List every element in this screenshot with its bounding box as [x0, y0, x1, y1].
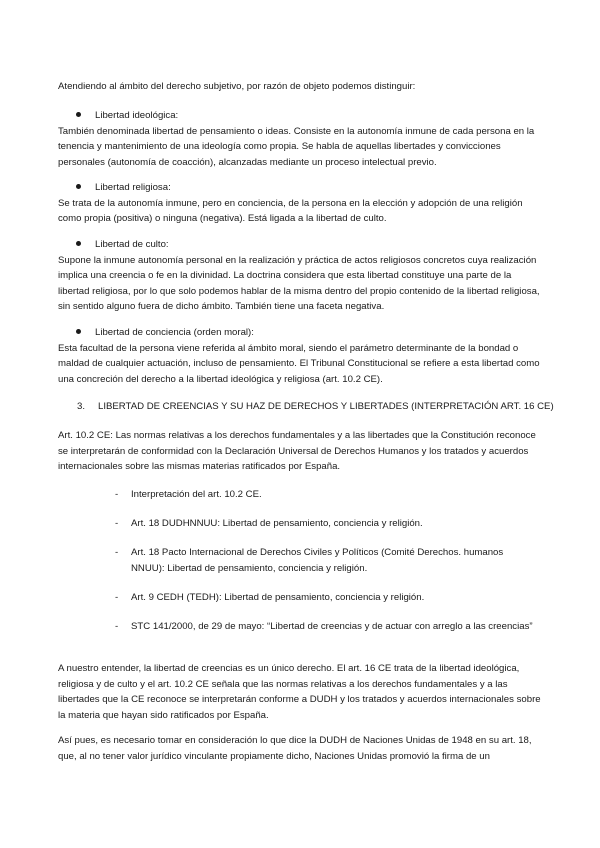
item-conciencia [58, 325, 542, 387]
dash-list-item [115, 487, 535, 503]
dash-list-item [115, 590, 535, 606]
final-paragraph: Así pues, es necesario tomar en consideración lo que dice la DUDH de Naciones Unidas de 1948 en su art. 18, que, al no tener valor jurídico vinculante propiamente dicho, Naciones Unidas promovió la firma de un [58, 735, 532, 762]
item-text: Esta facultad de la persona viene referida al ámbito moral, siendo el parámetro determinante de la bondad o maldad de cualquier actuación, incluso de pensamiento. El Tribunal Constitucional se refiere a esta libertad como una concreción del derecho a la libertad ideológica y religiosa (art. 10.2 CE). [58, 342, 540, 385]
dash-marker: - [115, 621, 119, 632]
bullet-item [58, 325, 542, 341]
dash-item-text: Art. 9 CEDH (TEDH): Libertad de pensamiento, conciencia y religión. [131, 592, 425, 603]
dash-list-item [115, 619, 535, 635]
bullet-dot-icon [76, 241, 81, 246]
dash-item-text: Interpretación del art. 10.2 CE. [131, 489, 262, 500]
dash-marker: - [115, 489, 119, 500]
bullet-dot-icon [76, 329, 81, 334]
dash-item-text: STC 141/2000, de 29 de mayo: “Libertad de creencias y de actuar con arreglo a las creencias” [131, 621, 533, 632]
item-text: También denominada libertad de pensamiento o ideas. Consiste en la autonomía inmune de cada persona en la tenencia y mantenimiento de una ideología como propia. Se habla de aquellas libertades y convicciones personales (autonomía de coacción), alcanzadas mediante un proceso intelectual previo. [58, 125, 535, 168]
dash-list-item [115, 516, 535, 532]
intro-text: Atendiendo al ámbito del derecho subjetivo, por razón de objeto podemos distinguir: [58, 81, 416, 92]
item-text: Se trata de la autonomía inmune, pero en conciencia, de la persona en la elección y adopción de una religión como propia (positiva) o ninguna (negativa). Está ligada a la libertad de culto. [58, 197, 523, 225]
section-heading [77, 401, 554, 412]
item-culto [58, 237, 542, 315]
dash-marker: - [115, 547, 119, 558]
item-religiosa [58, 180, 542, 227]
dash-marker: - [115, 518, 119, 529]
dash-item-text: Art. 18 DUDHNNUU: Libertad de pensamiento, conciencia y religión. [131, 518, 423, 529]
article-paragraph: Art. 10.2 CE: Las normas relativas a los derechos fundamentales y a las libertades que la Constitución reconoce se interpretarán de conformidad con la Declaración Universal de Derechos Humanos y los tratados y acuerdos internacionales sobre las mismas materias ratificados por España. [58, 430, 536, 473]
bullet-dot-icon [76, 184, 81, 189]
heading-number: 3. [77, 401, 86, 412]
item-title: Libertad de conciencia (orden moral): [95, 327, 254, 338]
heading-text: LIBERTAD DE CREENCIAS Y SU HAZ DE DERECHOS Y LIBERTADES (INTERPRETACIÓN ART. 16 CE) [98, 401, 554, 412]
bullet-item [58, 180, 542, 196]
item-title: Libertad ideológica: [95, 110, 179, 121]
item-title: Libertad religiosa: [95, 182, 171, 193]
dash-item-text: Art. 18 Pacto Internacional de Derechos Civiles y Políticos (Comité Derechos. humanos NNUU): Libertad de pensamiento, conciencia y religión. [131, 547, 504, 574]
bullet-dot-icon [76, 112, 81, 117]
item-title: Libertad de culto: [95, 239, 169, 250]
bullet-item [58, 108, 542, 124]
dash-marker: - [115, 592, 119, 603]
item-ideologica [58, 108, 542, 170]
bullet-item [58, 237, 542, 253]
dash-list-item [115, 545, 535, 576]
conclusion-paragraph: A nuestro entender, la libertad de creencias es un único derecho. El art. 16 CE trata de la libertad ideológica, religiosa y de culto y el art. 10.2 CE señala que las normas relativas a los derechos fundamentales y a las libertades que la CE reconoce se interpretarán conforme a DUDH y los tratados y acuerdos internacionales sobre la materia que hayan sido ratificados por España. [58, 663, 541, 721]
item-text: Supone la inmune autonomía personal en la realización y práctica de actos religiosos concretos cuya realización implica una creencia o fe en la divinidad. La doctrina considera que esta libertad constituye una parte de la libertad religiosa, por lo que solo podemos hablar de la misma dentro del propio contenido de la libertad religiosa, sin sentido alguno fuera de dicho ámbito. También tiene una faceta negativa. [58, 254, 540, 313]
